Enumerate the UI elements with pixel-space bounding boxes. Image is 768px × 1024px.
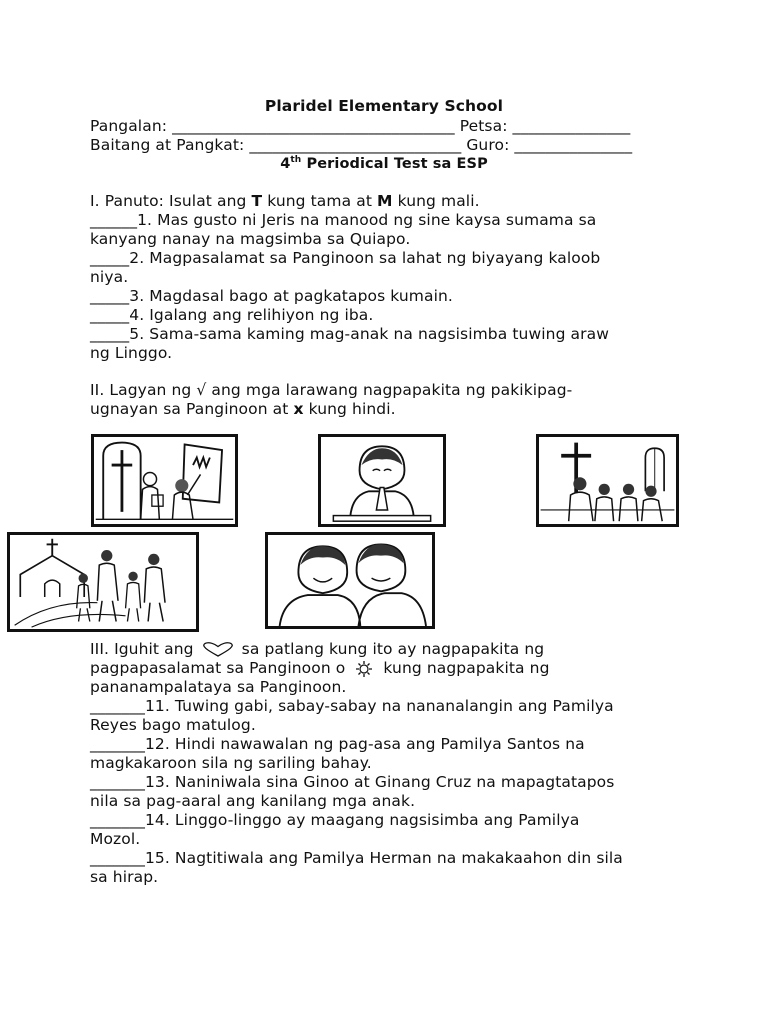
part3-line: _______11. Tuwing gabi, sabay-sabay na nananalangin ang Pamilya [90,697,614,715]
part1-line: ______1. Mas gusto ni Jeris na manood ng sine kaysa sumama sa [90,211,597,229]
part1-line: _____4. Igalang ang relihiyon ng iba. [90,306,374,324]
picture-church-board [91,434,238,527]
part3-line: _______13. Naniniwala sina Ginoo at Ginang Cruz na mapagtatapos [90,773,615,791]
part1-line: _____3. Magdasal bago at pagkatapos kumain. [90,287,453,305]
part3-line: nila sa pag-aaral ang kanilang mga anak. [90,792,416,810]
sun-outline-icon [350,660,378,678]
test-title: 4th Periodical Test sa ESP [280,155,488,172]
picture-family-church [7,532,199,632]
part1-line: ng Linggo. [90,344,173,362]
family-church-illustration [10,535,196,629]
part2-instructions-2: ugnayan sa Panginoon at x kung hindi. [90,400,396,418]
part1-instructions: I. Panuto: Isulat ang T kung tama at M kung mali. [90,192,480,210]
part3-line: _______14. Linggo-linggo ay maagang nagsisimba ang Pamilya [90,811,580,829]
picture-boy-praying [318,434,446,527]
part1-line: niya. [90,268,129,286]
part2-instructions-1: II. Lagyan ng √ ang mga larawang nagpapakita ng pakikipag- [90,381,573,399]
part3-line: _______15. Nagtitiwala ang Pamilya Herman na makakaahon din sila [90,849,623,867]
part3-line: magkakaroon sila ng sariling bahay. [90,754,372,772]
church-mass-illustration [539,437,676,524]
school-name: Plaridel Elementary School [264,97,504,115]
part3-line: sa hirap. [90,868,159,886]
part3-line: Reyes bago matulog. [90,716,256,734]
picture-two-boys [265,532,435,629]
part1-line: _____2. Magpasalamat sa Panginoon sa lahat ng biyayang kaloob [90,249,601,267]
part1-line: _____5. Sama-sama kaming mag-anak na nagsisimba tuwing araw [90,325,609,343]
part3-instructions-3: pananampalataya sa Panginoon. [90,678,347,696]
part3-instructions-2: pagpapasalamat sa Panginoon o kung nagpapakita ng [90,659,550,677]
heart-outline-icon [199,642,237,658]
two-boys-illustration [268,535,432,626]
boy-praying-illustration [321,437,443,524]
part3-instructions-1: III. Iguhit ang sa patlang kung ito ay nagpapakita ng [90,640,545,658]
grade-teacher-line: Baitang at Pangkat: ___________________________ Guro: _______________ [90,136,633,154]
part3-line: _______12. Hindi nawawalan ng pag-asa ang Pamilya Santos na [90,735,585,753]
name-date-line: Pangalan: ____________________________________ Petsa: _______________ [90,117,631,135]
church-board-illustration [94,437,235,524]
part3-line: Mozol. [90,830,141,848]
part1-line: kanyang nanay na magsimba sa Quiapo. [90,230,411,248]
picture-church-mass [536,434,679,527]
